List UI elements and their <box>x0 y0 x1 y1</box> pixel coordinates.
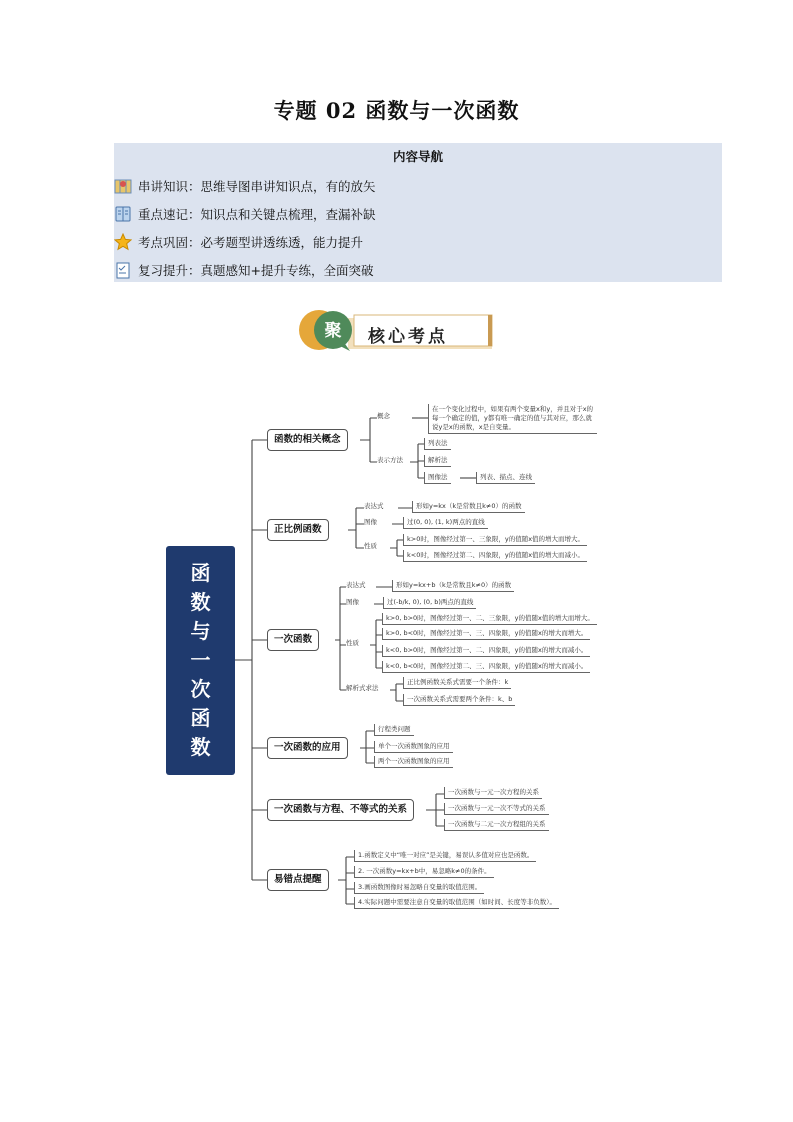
nav-item-text: 复习提升：真题感知+提升专练，全面突破 <box>138 263 374 278</box>
leaf-property-case-3: k<0, b>0时，图像经过第一、二、四象限，y的值随x的增大而减小。 <box>382 645 590 657</box>
page-title: 专题 02 函数与一次函数 <box>273 98 520 123</box>
root-char: 与 <box>190 619 211 643</box>
branch-function-concepts: 函数的相关概念 <box>267 429 348 451</box>
mindmap-root <box>166 546 235 775</box>
node-representation: 表示方法 <box>377 456 403 464</box>
branch-direct-proportion: 正比例函数 <box>267 519 329 541</box>
leaf-linear-inequality: 一次函数与一元一次不等式的关系 <box>444 803 549 815</box>
leaf-property-k-positive: k>0时，图像经过第一、三象限，y的值随x值的增大而增大。 <box>403 534 587 546</box>
leaf-single-graph: 单个一次函数图象的应用 <box>374 741 453 753</box>
root-char: 函 <box>190 706 211 730</box>
leaf-concept-definition: 在一个变化过程中，如果有两个变量x和y，并且对于x的每一个确定的值，y都有唯一确定的值与其对应，那么就说y是x的函数，x是自变量。 <box>428 404 597 434</box>
banner-label: 核心考点 <box>368 327 448 347</box>
root-char: 一 <box>190 648 211 672</box>
leaf-graph: 过(-b/k, 0), (0, b)两点的直线 <box>383 597 476 609</box>
leaf-mistake-1: 1.函数定义中“唯一对应”是关键，易误认多值对应也是函数。 <box>354 850 536 862</box>
leaf-expression: 形如y=kx（k是常数且k≠0）的函数 <box>412 501 525 513</box>
branch-linear-function: 一次函数 <box>267 629 319 651</box>
node-graph: 图像 <box>364 518 377 526</box>
leaf-mistake-3: 3.画函数图像时易忽略自变量的取值范围。 <box>354 882 484 894</box>
node-expression: 表达式 <box>346 581 366 589</box>
leaf-double-graph: 两个一次函数图象的应用 <box>374 756 453 768</box>
leaf-expression: 形如y=kx+b（k是常数且k≠0）的函数 <box>392 580 514 592</box>
banner-badge: 聚 <box>324 321 342 341</box>
nav-item-text: 串讲知识：思维导图串讲知识点，有的放矢 <box>138 179 376 194</box>
node-expression: 表达式 <box>364 502 384 510</box>
leaf-property-case-4: k<0, b<0时，图像经过第二、三、四象限，y的值随x的增大而减小。 <box>382 661 590 673</box>
node-property: 性质 <box>364 542 377 550</box>
node-property: 性质 <box>346 639 359 647</box>
nav-item-text: 重点速记：知识点和关键点梳理，查漏补缺 <box>138 207 376 222</box>
leaf-table-method: 列表法 <box>424 438 451 450</box>
node-concept: 概念 <box>377 412 390 420</box>
leaf-property-k-negative: k<0时，图像经过第二、四象限，y的值随x值的增大而减小。 <box>403 550 587 562</box>
root-char: 数 <box>190 590 211 614</box>
leaf-equation-system: 一次函数与二元一次方程组的关系 <box>444 819 549 831</box>
nav-item-text: 考点巩固：必考题型讲透练透，能力提升 <box>138 235 364 250</box>
leaf-graph-steps: 列表、描点、连线 <box>476 472 535 484</box>
root-char: 函 <box>190 561 211 585</box>
leaf-graph-method: 图像法 <box>424 472 451 484</box>
node-graph: 图像 <box>346 598 359 606</box>
leaf-property-case-1: k>0, b>0时，图像经过第一、二、三象限，y的值随x值的增大而增大。 <box>382 613 597 625</box>
branch-applications: 一次函数的应用 <box>267 737 348 759</box>
nav-heading: 内容导航 <box>392 149 443 164</box>
root-char: 数 <box>190 735 211 759</box>
leaf-graph: 过(0, 0), (1, k)两点的直线 <box>403 517 488 529</box>
leaf-mistake-4: 4.实际问题中需要注意自变量的取值范围（如时间、长度等非负数）。 <box>354 897 559 909</box>
branch-equation-inequality: 一次函数与方程、不等式的关系 <box>267 799 414 821</box>
leaf-property-case-2: k>0, b<0时，图像经过第一、三、四象限，y的值随x的增大而增大。 <box>382 628 590 640</box>
branch-common-mistakes: 易错点提醒 <box>267 869 329 891</box>
node-formula-method: 解析式求法 <box>346 684 379 692</box>
leaf-linear-conditions: 一次函数关系式需要两个条件：k、b <box>403 694 515 706</box>
leaf-mistake-2: 2. 一次函数y=kx+b中，易忽略k≠0的条件。 <box>354 866 494 878</box>
leaf-direct-condition: 正比例函数关系式需要一个条件：k <box>403 677 511 689</box>
leaf-linear-equation: 一次函数与一元一次方程的关系 <box>444 787 542 799</box>
leaf-travel-problems: 行程类问题 <box>374 724 414 736</box>
leaf-analytic-method: 解析法 <box>424 455 451 467</box>
root-char: 次 <box>190 677 211 701</box>
